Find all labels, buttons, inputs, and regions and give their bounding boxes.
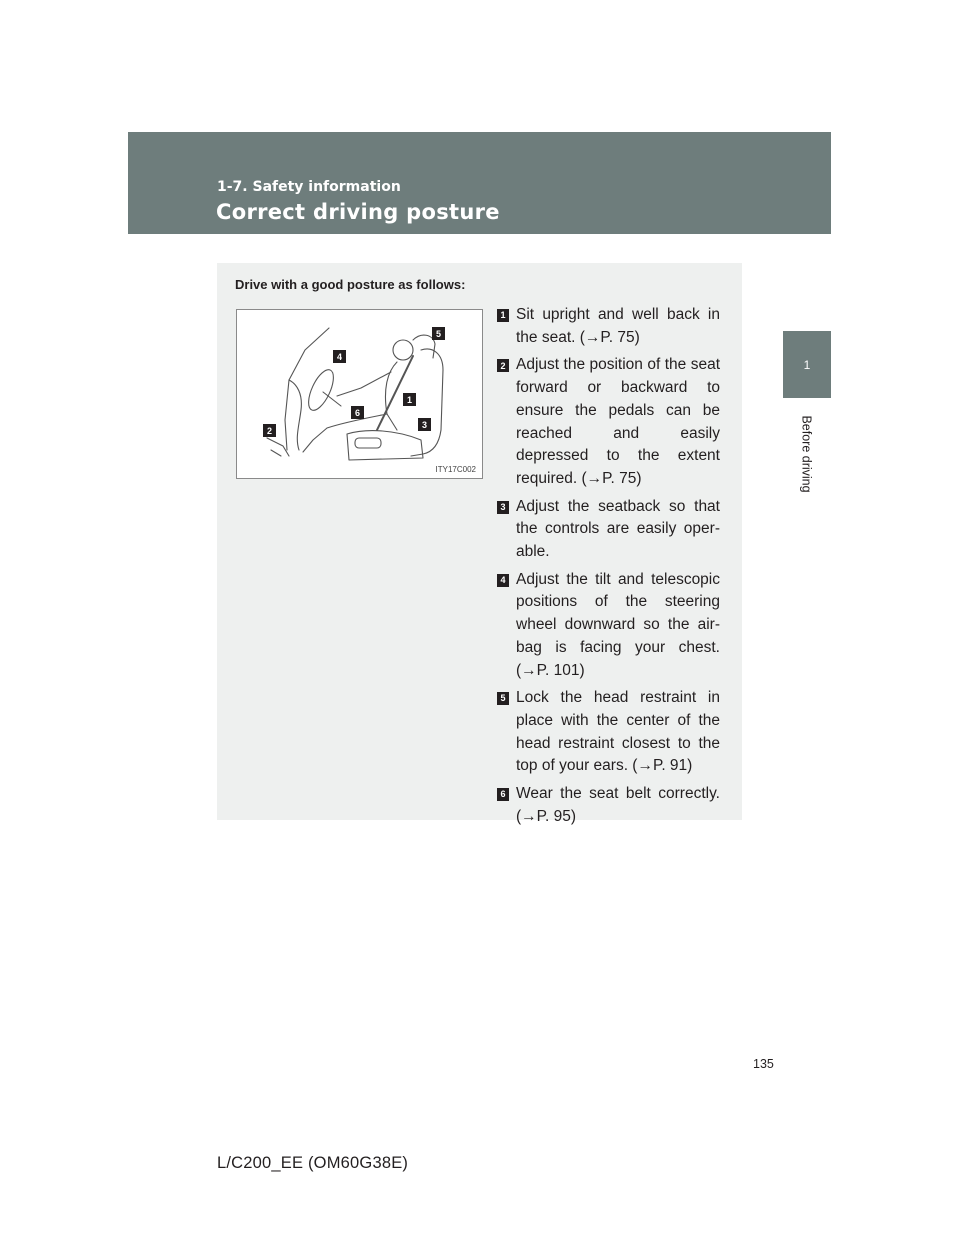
callout-6-label: 6 (354, 408, 361, 418)
driver-arm (337, 372, 391, 396)
steering-wheel (304, 366, 339, 413)
step-text: Sit upright and well back in the seat. (→P. 75) (516, 306, 720, 346)
content-box (217, 263, 742, 825)
callout-2-label: 2 (266, 426, 273, 436)
step-number-badge: 3 (497, 501, 509, 514)
head-restraint (413, 335, 435, 358)
section-label: 1-7. Safety information (217, 179, 401, 195)
step-text: Wear the seat belt correctly. (→P. 95) (516, 785, 720, 825)
header-band (128, 132, 831, 234)
dashboard-line (289, 380, 301, 450)
document-code: L/C200_EE (OM60G38E) (217, 1154, 409, 1172)
posture-steps (495, 304, 720, 833)
step-item (495, 783, 720, 828)
driving-posture-illustration (236, 309, 483, 479)
step-text: Adjust the tilt and telescopic positions of the steering wheel downward so the air-bag is facing your chest. (→P. 101) (516, 570, 720, 679)
callout-5-label: 5 (435, 329, 442, 339)
chapter-label-text: Before driving (800, 415, 814, 493)
step-number-badge: 5 (497, 692, 509, 705)
intro-text: Drive with a good posture as follows: (235, 277, 466, 292)
step-number-badge: 1 (497, 309, 509, 322)
step-number-badge: 6 (497, 788, 509, 801)
step-item (495, 496, 720, 564)
driver-leg (303, 414, 387, 452)
page-number: 135 (753, 1057, 774, 1071)
step-text: Adjust the position of the seat forward or backward to ensure the pedals can be reached and easily depressed to the extent required. (→P. 75) (516, 356, 720, 487)
step-text: Lock the head restraint in place with the center of the head restraint closest to the top of your ears. (→P. 91) (516, 689, 720, 775)
page-title: Correct driving posture (216, 200, 500, 224)
step-item (495, 569, 720, 683)
pedals (267, 438, 289, 456)
seat-switch (355, 438, 381, 448)
step-item (495, 304, 720, 349)
figure-code: ITY17C002 (435, 465, 476, 474)
step-item (495, 687, 720, 778)
chapter-tab[interactable] (783, 331, 831, 398)
callout-4-label: 4 (336, 352, 343, 362)
step-number-badge: 2 (497, 359, 509, 372)
callout-1-label: 1 (406, 395, 413, 405)
chapter-number: 1 (803, 357, 811, 372)
step-item (495, 354, 720, 490)
callout-3-label: 3 (421, 420, 428, 430)
driver-head (393, 340, 413, 360)
posture-drawing (237, 310, 482, 478)
step-number-badge: 4 (497, 574, 509, 587)
chapter-label (795, 408, 819, 500)
step-text: Adjust the seatback so that the controls are easily oper-able. (516, 497, 720, 561)
steering-column (323, 392, 341, 406)
